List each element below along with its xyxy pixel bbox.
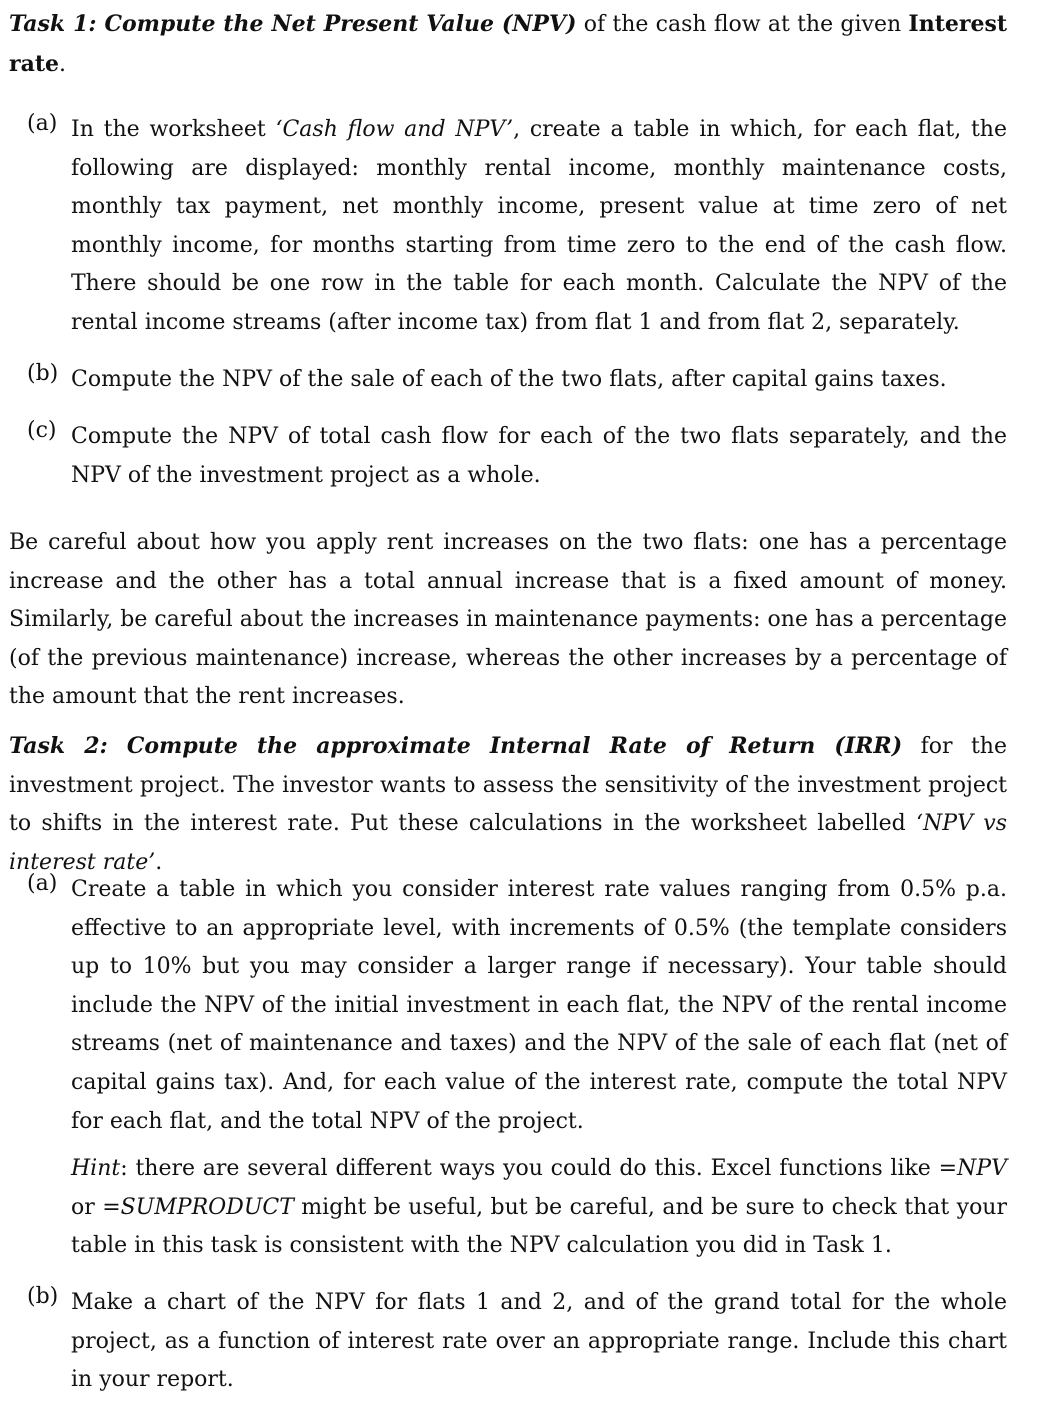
item-label: (a) bbox=[27, 111, 58, 136]
excel-function: =SUMPRODUCT bbox=[102, 1194, 294, 1220]
task2-paragraph: Task 2: Compute the approximate Internal Rate of Return (IRR) for the investment project. The investor wants to assess the sensitivity of the investment project to shifts in the interest rate. Put these calculations in the worksheet labelled ‘NPV vs interest rate’. bbox=[9, 733, 1007, 875]
task2-item-b bbox=[9, 1284, 1007, 1400]
item-label: (c) bbox=[27, 418, 57, 443]
task1-heading: Task 1: Compute the Net Present Value (NPV) of the cash flow at the given Interest rate. bbox=[9, 11, 1007, 77]
task2-item-a bbox=[9, 871, 1007, 1141]
item-text: Compute the NPV of the sale of each of the two flats, after capital gains taxes. bbox=[71, 367, 947, 392]
excel-function: =NPV bbox=[938, 1156, 1007, 1181]
task1-item-c bbox=[9, 418, 1007, 495]
careful-paragraph: Be careful about how you apply rent increases on the two flats: one has a percentage increase and the other has a total annual increase that is a fixed amount of money. Similarly, be careful about the increases in maintenance payments: one has a percentage (of the previous maintenance) increase, whereas the other increases by a percentage of the amount that the rent increases. bbox=[9, 530, 1007, 710]
item-text: Compute the NPV of total cash flow for each of the two flats separately, and the NPV of the investment project as a whole. bbox=[71, 424, 1007, 488]
item-text: Make a chart of the NPV for flats 1 and 2, and of the grand total for the whole project, as a function of interest rate over an appropriate range. Include this chart in your report. bbox=[71, 1290, 1007, 1393]
hint-label: Hint bbox=[71, 1156, 121, 1181]
worksheet-name: ‘NPV vs interest rate’ bbox=[9, 811, 1007, 875]
task1-title-rest: of the cash flow at the given bbox=[576, 12, 909, 37]
task2-hint bbox=[9, 1150, 1007, 1266]
item-text: In the worksheet ‘Cash flow and NPV’, create a table in which, for each flat, the following are displayed: monthly rental income, monthly maintenance costs, monthly tax payment, net monthly income, present value at time zero of net monthly income, for months starting from time zero to the end of the cash flow. There should be one row in the table for each month. Calculate the NPV of the rental income streams (after income tax) from flat 1 and from flat 2, separately. bbox=[71, 117, 1007, 335]
item-label: (b) bbox=[27, 361, 59, 386]
hint-text: Hint: there are several different ways you could do this. Excel functions like =NPV or =SUMPRODUCT might be useful, but be careful, and be sure to check that your table in this task is consistent with the NPV calculation you did in Task 1. bbox=[71, 1156, 1007, 1259]
task1-title: Task 1: Compute the Net Present Value (NPV) bbox=[9, 11, 577, 37]
item-label: (a) bbox=[27, 871, 58, 896]
item-text: Create a table in which you consider interest rate values ranging from 0.5% p.a. effective to an appropriate level, with increments of 0.5% (the template considers up to 10% but you may consider a larger range if necessary). Your table should include the NPV of the initial investment in each flat, the NPV of the rental income streams (net of maintenance and taxes) and the NPV of the sale of each flat (net of capital gains tax). And, for each value of the interest rate, compute the total NPV for each flat, and the total NPV of the project. bbox=[71, 877, 1007, 1134]
worksheet-name: ‘Cash flow and NPV’ bbox=[275, 117, 514, 142]
task1-item-b bbox=[9, 361, 1007, 400]
task1-item-a bbox=[9, 111, 1007, 343]
task1-title-tail: Interest rate bbox=[9, 11, 1007, 77]
item-label: (b) bbox=[27, 1284, 59, 1309]
task2-title: Task 2: Compute the approximate Internal Rate of Return (IRR) bbox=[9, 733, 903, 759]
